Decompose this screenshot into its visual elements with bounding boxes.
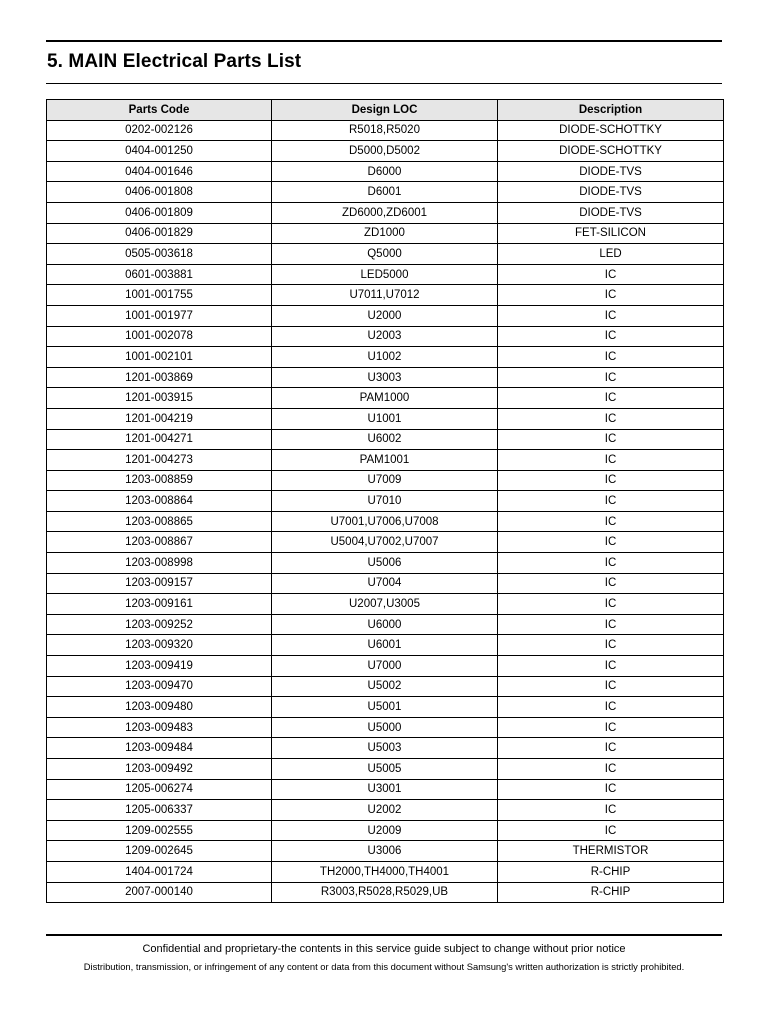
- description-cell: IC: [498, 347, 724, 368]
- table-row: [47, 285, 724, 306]
- parts-code-cell: 1203-009161: [47, 594, 272, 615]
- description-cell: DIODE-SCHOTTKY: [498, 141, 724, 162]
- parts-table: [46, 99, 724, 903]
- design-loc-cell: Q5000: [272, 244, 498, 265]
- table-row: [47, 511, 724, 532]
- table-row: [47, 759, 724, 780]
- table-row: [47, 697, 724, 718]
- description-cell: DIODE-TVS: [498, 161, 724, 182]
- design-loc-cell: ZD6000,ZD6001: [272, 202, 498, 223]
- design-loc-cell: LED5000: [272, 264, 498, 285]
- table-row: [47, 161, 724, 182]
- description-cell: IC: [498, 759, 724, 780]
- description-cell: IC: [498, 491, 724, 512]
- parts-code-cell: 0406-001809: [47, 202, 272, 223]
- description-cell: FET-SILICON: [498, 223, 724, 244]
- description-cell: LED: [498, 244, 724, 265]
- design-loc-cell: R3003,R5028,R5029,UB: [272, 882, 498, 903]
- parts-code-cell: 1203-009480: [47, 697, 272, 718]
- design-loc-cell: U5006: [272, 553, 498, 574]
- parts-code-cell: 1203-009483: [47, 717, 272, 738]
- table-row: [47, 367, 724, 388]
- table-row: [47, 800, 724, 821]
- table-row: [47, 182, 724, 203]
- parts-code-cell: 1201-004273: [47, 450, 272, 471]
- design-loc-cell: U2007,U3005: [272, 594, 498, 615]
- parts-code-cell: 0406-001808: [47, 182, 272, 203]
- table-row: [47, 532, 724, 553]
- parts-code-cell: 1209-002555: [47, 820, 272, 841]
- description-cell: IC: [498, 285, 724, 306]
- description-cell: IC: [498, 573, 724, 594]
- design-loc-cell: U2003: [272, 326, 498, 347]
- table-row: [47, 120, 724, 141]
- design-loc-cell: U5003: [272, 738, 498, 759]
- table-row: [47, 614, 724, 635]
- design-loc-cell: U1001: [272, 408, 498, 429]
- design-loc-cell: U3003: [272, 367, 498, 388]
- table-row: [47, 573, 724, 594]
- table-row: [47, 656, 724, 677]
- design-loc-cell: ZD1000: [272, 223, 498, 244]
- design-loc-cell: U7001,U7006,U7008: [272, 511, 498, 532]
- design-loc-cell: U7011,U7012: [272, 285, 498, 306]
- description-cell: IC: [498, 553, 724, 574]
- footer-rule: [46, 934, 722, 936]
- description-cell: IC: [498, 635, 724, 656]
- top-rule: [46, 40, 722, 42]
- design-loc-cell: D5000,D5002: [272, 141, 498, 162]
- design-loc-cell: U2002: [272, 800, 498, 821]
- parts-code-cell: 1209-002645: [47, 841, 272, 862]
- table-row: [47, 347, 724, 368]
- parts-code-cell: 0505-003618: [47, 244, 272, 265]
- parts-code-cell: 0404-001646: [47, 161, 272, 182]
- parts-code-cell: 1001-002078: [47, 326, 272, 347]
- table-row: [47, 491, 724, 512]
- parts-code-cell: 0202-002126: [47, 120, 272, 141]
- design-loc-cell: U2009: [272, 820, 498, 841]
- table-row: [47, 861, 724, 882]
- column-header-description: Description: [498, 100, 724, 121]
- description-cell: IC: [498, 738, 724, 759]
- parts-code-cell: 1201-004219: [47, 408, 272, 429]
- table-row: [47, 388, 724, 409]
- design-loc-cell: U6002: [272, 429, 498, 450]
- description-cell: R-CHIP: [498, 882, 724, 903]
- description-cell: IC: [498, 408, 724, 429]
- design-loc-cell: U6000: [272, 614, 498, 635]
- description-cell: IC: [498, 717, 724, 738]
- parts-code-cell: 1203-009492: [47, 759, 272, 780]
- description-cell: IC: [498, 326, 724, 347]
- parts-code-cell: 2007-000140: [47, 882, 272, 903]
- parts-code-cell: 1203-009419: [47, 656, 272, 677]
- parts-code-cell: 1203-009252: [47, 614, 272, 635]
- parts-code-cell: 1404-001724: [47, 861, 272, 882]
- table-row: [47, 882, 724, 903]
- description-cell: IC: [498, 697, 724, 718]
- parts-code-cell: 1001-002101: [47, 347, 272, 368]
- parts-code-cell: 1201-003915: [47, 388, 272, 409]
- design-loc-cell: U7000: [272, 656, 498, 677]
- table-row: [47, 264, 724, 285]
- parts-code-cell: 1205-006337: [47, 800, 272, 821]
- design-loc-cell: U5005: [272, 759, 498, 780]
- table-row: [47, 779, 724, 800]
- description-cell: IC: [498, 614, 724, 635]
- table-row: [47, 202, 724, 223]
- design-loc-cell: U3006: [272, 841, 498, 862]
- design-loc-cell: TH2000,TH4000,TH4001: [272, 861, 498, 882]
- table-row: [47, 141, 724, 162]
- parts-code-cell: 1001-001755: [47, 285, 272, 306]
- description-cell: THERMISTOR: [498, 841, 724, 862]
- parts-code-cell: 0601-003881: [47, 264, 272, 285]
- table-row: [47, 244, 724, 265]
- description-cell: IC: [498, 470, 724, 491]
- design-loc-cell: U7010: [272, 491, 498, 512]
- table-row: [47, 717, 724, 738]
- table-row: [47, 820, 724, 841]
- column-header-parts-code: Parts Code: [47, 100, 272, 121]
- description-cell: IC: [498, 820, 724, 841]
- description-cell: DIODE-TVS: [498, 202, 724, 223]
- description-cell: IC: [498, 450, 724, 471]
- description-cell: IC: [498, 532, 724, 553]
- table-row: [47, 738, 724, 759]
- table-row: [47, 305, 724, 326]
- design-loc-cell: U5000: [272, 717, 498, 738]
- description-cell: IC: [498, 264, 724, 285]
- table-row: [47, 470, 724, 491]
- description-cell: IC: [498, 656, 724, 677]
- description-cell: DIODE-SCHOTTKY: [498, 120, 724, 141]
- column-header-design-loc: Design LOC: [272, 100, 498, 121]
- design-loc-cell: R5018,R5020: [272, 120, 498, 141]
- design-loc-cell: U3001: [272, 779, 498, 800]
- parts-code-cell: 1203-009484: [47, 738, 272, 759]
- parts-code-cell: 1203-008859: [47, 470, 272, 491]
- table-row: [47, 408, 724, 429]
- design-loc-cell: U5002: [272, 676, 498, 697]
- table-row: [47, 223, 724, 244]
- design-loc-cell: U1002: [272, 347, 498, 368]
- table-header-row: [47, 100, 724, 121]
- parts-code-cell: 1001-001977: [47, 305, 272, 326]
- parts-code-cell: 1203-008867: [47, 532, 272, 553]
- description-cell: R-CHIP: [498, 861, 724, 882]
- table-row: [47, 676, 724, 697]
- table-row: [47, 841, 724, 862]
- description-cell: IC: [498, 388, 724, 409]
- parts-code-cell: 1201-004271: [47, 429, 272, 450]
- confidential-notice: Confidential and proprietary-the contents in this service guide subject to change without prior notice: [142, 943, 626, 955]
- table-row: [47, 553, 724, 574]
- parts-code-cell: 1203-008864: [47, 491, 272, 512]
- description-cell: IC: [498, 367, 724, 388]
- design-loc-cell: U6001: [272, 635, 498, 656]
- design-loc-cell: PAM1001: [272, 450, 498, 471]
- page-title: 5. MAIN Electrical Parts List: [47, 51, 302, 72]
- table-row: [47, 594, 724, 615]
- design-loc-cell: U5004,U7002,U7007: [272, 532, 498, 553]
- description-cell: IC: [498, 594, 724, 615]
- distribution-notice: Distribution, transmission, or infringement of any content or data from this document without Samsung's written authorization is strictly prohibited.: [83, 961, 685, 972]
- design-loc-cell: U5001: [272, 697, 498, 718]
- parts-code-cell: 0404-001250: [47, 141, 272, 162]
- table-row: [47, 429, 724, 450]
- parts-code-cell: 1203-009320: [47, 635, 272, 656]
- parts-code-cell: 1201-003869: [47, 367, 272, 388]
- title-rule: [46, 83, 722, 84]
- parts-code-cell: 1203-009157: [47, 573, 272, 594]
- parts-code-cell: 1205-006274: [47, 779, 272, 800]
- design-loc-cell: U2000: [272, 305, 498, 326]
- table-row: [47, 326, 724, 347]
- description-cell: IC: [498, 779, 724, 800]
- parts-code-cell: 1203-008998: [47, 553, 272, 574]
- parts-table-body: [47, 120, 724, 903]
- description-cell: IC: [498, 429, 724, 450]
- description-cell: DIODE-TVS: [498, 182, 724, 203]
- table-row: [47, 635, 724, 656]
- table-row: [47, 450, 724, 471]
- description-cell: IC: [498, 676, 724, 697]
- design-loc-cell: PAM1000: [272, 388, 498, 409]
- design-loc-cell: D6000: [272, 161, 498, 182]
- parts-code-cell: 0406-001829: [47, 223, 272, 244]
- parts-code-cell: 1203-009470: [47, 676, 272, 697]
- parts-code-cell: 1203-008865: [47, 511, 272, 532]
- design-loc-cell: U7009: [272, 470, 498, 491]
- description-cell: IC: [498, 800, 724, 821]
- description-cell: IC: [498, 305, 724, 326]
- description-cell: IC: [498, 511, 724, 532]
- design-loc-cell: D6001: [272, 182, 498, 203]
- design-loc-cell: U7004: [272, 573, 498, 594]
